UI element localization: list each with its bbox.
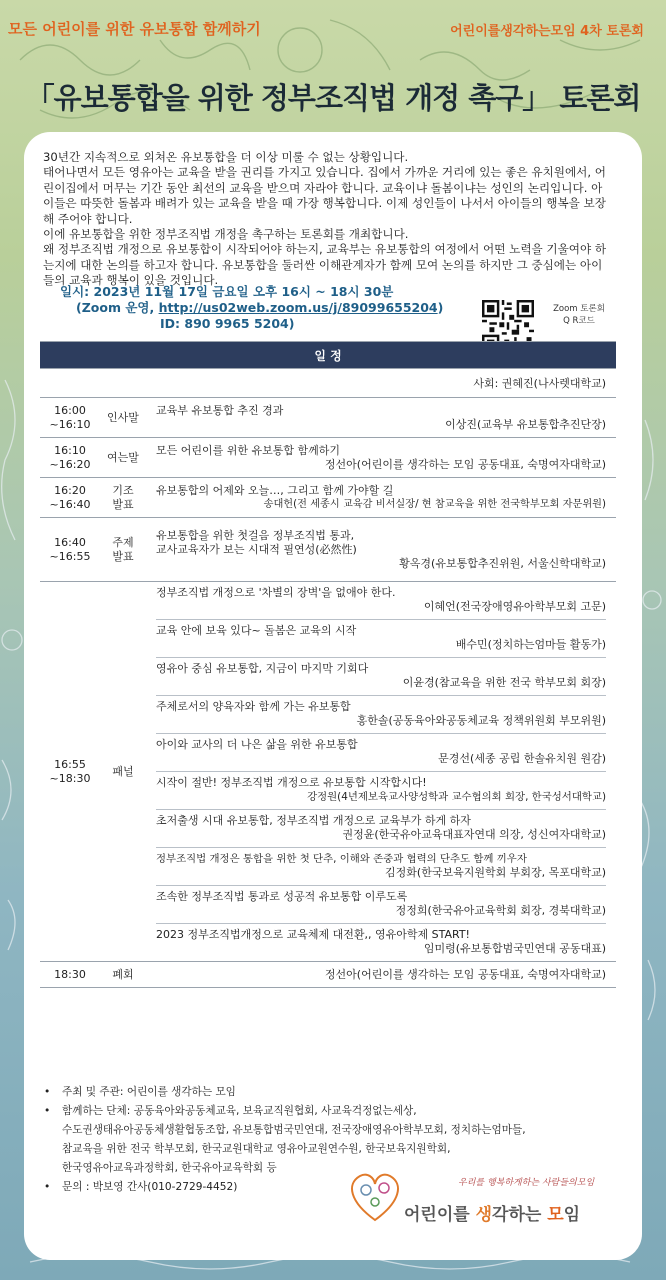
session-speaker: 정선아(어린이를 생각하는 모임 공동대표, 숙명여자대학교)	[324, 457, 606, 471]
panel-speaker: 홍한솔(공동육아와공동체교육 정책위원회 부모위원)	[356, 714, 606, 727]
organization-logo	[404, 1200, 580, 1225]
panel-title: 정부조직법 개정으로 '차별의 장벽'을 없애야 한다.	[156, 586, 396, 599]
note-partners-line: 참교육을 위한 전국 학부모회, 한국교원대학교 영유아교원연수원, 한국보육지원학회,	[62, 1143, 451, 1155]
intro-paragraph: 30년간 지속적으로 외쳐온 유보통합을 더 이상 미룰 수 없는 상황입니다.	[43, 150, 409, 164]
list-item	[156, 620, 606, 658]
session-type: 패널	[100, 582, 146, 962]
qr-label	[540, 303, 618, 327]
session-speaker: 송대헌(전 세종시 교육감 비서실장/ 현 참교육을 위한 전국학부모회 자문위원)	[263, 498, 606, 510]
intro-paragraph: 왜 정부조직법 개정으로 유보통합이 시작되어야 하는지, 교육부는 유보통합의 여정에서 어떤 노력을 기울여야 하는지에 대한 논의를 하고자 합니다. 유보통합을 둘러싼 이해관계자가 함께 모여 논의를 하지만 그 중심에는 아이들의 교육과 행복이 있을 것입니다.	[43, 242, 607, 288]
table-row	[40, 518, 616, 582]
list-item	[156, 886, 606, 924]
panel-title: 주체로서의 양육자와 함께 가는 유보통합	[156, 700, 351, 713]
panel-title: 교육 안에 보육 있다~ 돌봄은 교육의 시작	[156, 624, 357, 637]
panel-speaker: 권정윤(한국유아교육대표자연대 의장, 성신여자대학교)	[342, 828, 606, 841]
session-speaker: 이상진(교육부 유보통합추진단장)	[445, 417, 606, 431]
panel-speaker: 임미령(유보통합범국민연대 공동대표)	[423, 942, 606, 955]
panel-speaker: 배수민(정치하는엄마들 활동가)	[455, 638, 606, 651]
session-time: 16:00 ~16:10	[40, 398, 100, 438]
intro-paragraph: 이에 유보통합을 위한 정부조직법 개정을 촉구하는 토론회를 개최합니다.	[43, 227, 409, 242]
note-partners-line: 수도권생태유아공동체생활협동조합, 유보통합범국민연대, 전국장애영유아학부모회, 정치하는엄마들,	[62, 1124, 526, 1136]
logo-word: 각하는	[492, 1205, 548, 1225]
table-row	[40, 398, 616, 438]
table-row	[40, 438, 616, 478]
session-time: 16:40 ~16:55	[40, 518, 100, 582]
panel-title: 정부조직법 개정은 통합을 위한 첫 단추, 이해와 존중과 협력의 단추도 함께 끼우자	[156, 853, 527, 865]
event-info	[60, 284, 443, 332]
panel-title: 초저출생 시대 유보통합, 정부조직법 개정으로 교육부가 하게 하자	[156, 814, 471, 827]
note-host: • 주최 및 주관: 어린이를 생각하는 모임	[44, 1083, 604, 1102]
page-title: 「유보통합을 위한 정부조직법 개정 촉구」 토론회	[25, 81, 641, 115]
program-header: 일 정	[40, 342, 616, 369]
session-time: 16:10 ~16:20	[40, 438, 100, 478]
logo-word: 어린이를	[404, 1205, 476, 1225]
zoom-prefix: (Zoom 운영,	[76, 300, 155, 315]
list-item	[156, 772, 606, 810]
session-detail	[146, 962, 616, 988]
note-partners	[44, 1102, 604, 1178]
session-type: 여는말	[100, 438, 146, 478]
panel-speaker: 이혜언(전국장애영유아학부모회 고문)	[423, 600, 606, 613]
intro-text	[43, 150, 613, 289]
panel-list	[146, 582, 616, 962]
list-item	[156, 810, 606, 848]
panel-speaker: 정정희(한국유아교육학회 회장, 경북대학교)	[395, 904, 606, 917]
table-row	[40, 478, 616, 518]
session-type: 인사말	[100, 398, 146, 438]
panel-title: 조속한 정부조직법 통과로 성공적 유보통합 이루도록	[156, 890, 408, 903]
session-detail	[146, 518, 616, 582]
qr-label-line: Q R코드	[563, 316, 595, 326]
panel-title: 아이와 교사의 더 나은 삶을 위한 유보통합	[156, 738, 358, 751]
logo-word: 임	[563, 1205, 581, 1225]
session-time: 18:30	[40, 962, 100, 988]
session-detail	[146, 398, 616, 438]
note-partners-line: • 함께하는 단체: 공동육아와공동체교육, 보육교직원협회, 사교육걱정없는세상,	[62, 1105, 417, 1117]
session-detail	[146, 478, 616, 518]
note-contact: • 문의 : 박보영 간사(010-2729-4452)	[44, 1178, 604, 1197]
session-time: 16:55 ~18:30	[40, 582, 100, 962]
zoom-suffix: )	[437, 300, 444, 315]
panel-title: 2023 정부조직법개정으로 교육체제 대전환,, 영유아학제 START!	[156, 928, 470, 941]
session-speaker: 정선아(어린이를 생각하는 모임 공동대표, 숙명여자대학교)	[324, 967, 606, 981]
program-table	[40, 341, 616, 988]
session-type: 주제 발표	[100, 518, 146, 582]
list-item	[156, 696, 606, 734]
moderator: 사회: 권혜진(나사렛대학교)	[40, 369, 616, 398]
panel-title: 시작이 절반! 정부조직법 개정으로 유보통합 시작합시다!	[156, 776, 427, 789]
session-time: 16:20 ~16:40	[40, 478, 100, 518]
panel-speaker: 강정원(4년제보육교사양성학과 교수협의회 회장, 한국성서대학교)	[307, 791, 606, 803]
meeting-id: ID: 890 9965 5204)	[160, 316, 295, 331]
intro-paragraph: 태어나면서 모든 영유아는 교육을 받을 권리를 가지고 있습니다. 집에서 가까운 거리에 있는 좋은 유치원에서, 어린이집에서 머무는 기간 동안 최선의 교육을 받으며 자라야 합니다. 교육이냐 돌봄이냐는 성인의 논리입니다. 아이들은 따뜻한 돌봄과 배려가 있는 교육을 받을 때 가장 행복합니다. 이제 성인들이 나서서 아이들의 행복을 보장해 주어야 합니다.	[43, 165, 606, 226]
family-heart-logo-icon	[344, 1166, 406, 1226]
logo-word: 생	[475, 1205, 493, 1225]
panel-speaker: 김정화(한국보육지원학회 부회장, 목포대학교)	[385, 866, 606, 879]
session-title: 모든 어린이를 위한 유보통합 함께하기	[156, 443, 341, 457]
list-item	[156, 924, 606, 961]
logo-word: 모	[547, 1205, 564, 1225]
series-tagline: 모든 어린이를 위한 유보통합 함께하기	[8, 20, 261, 38]
qr-label-line: Zoom 토론회	[553, 304, 605, 314]
event-datetime: 일시: 2023년 11월 17일 금요일 오후 16시 ~ 18시 30분	[60, 284, 394, 299]
session-title: 유보통합의 어제와 오늘…, 그리고 함께 가야할 길	[156, 483, 394, 497]
session-title: 교사교육자가 보는 시대적 필연성(必然性)	[156, 542, 357, 556]
note-partners-line: 한국영유아교육과정학회, 한국유아교육학회 등	[62, 1162, 277, 1174]
session-type: 폐회	[100, 962, 146, 988]
zoom-link[interactable]: http://us02web.zoom.us/j/89099655204	[158, 300, 438, 315]
panel-speaker: 문경선(세종 공립 한솔유치원 원감)	[438, 752, 606, 765]
session-title: 교육부 유보통합 추진 경과	[156, 403, 284, 417]
session-title: 유보통합을 위한 첫걸음 정부조직법 통과,	[156, 528, 355, 542]
list-item	[156, 848, 606, 886]
panel-speaker: 이윤경(참교육을 위한 전국 학부모회 회장)	[402, 676, 606, 689]
session-detail	[146, 438, 616, 478]
panel-row	[40, 582, 616, 962]
logo-slogan: 우리를 행복하게하는 사람들의모임	[458, 1178, 595, 1188]
list-item	[156, 582, 606, 620]
table-row	[40, 962, 616, 988]
event-series-label: 어린이를생각하는모임 4차 토론회	[450, 24, 644, 39]
panel-title: 영유아 중심 유보통합, 지금이 마지막 기회다	[156, 662, 369, 675]
session-type: 기조 발표	[100, 478, 146, 518]
session-speaker: 황옥경(유보통합추진위원, 서울신학대학교)	[399, 556, 606, 570]
list-item	[156, 734, 606, 772]
list-item	[156, 658, 606, 696]
